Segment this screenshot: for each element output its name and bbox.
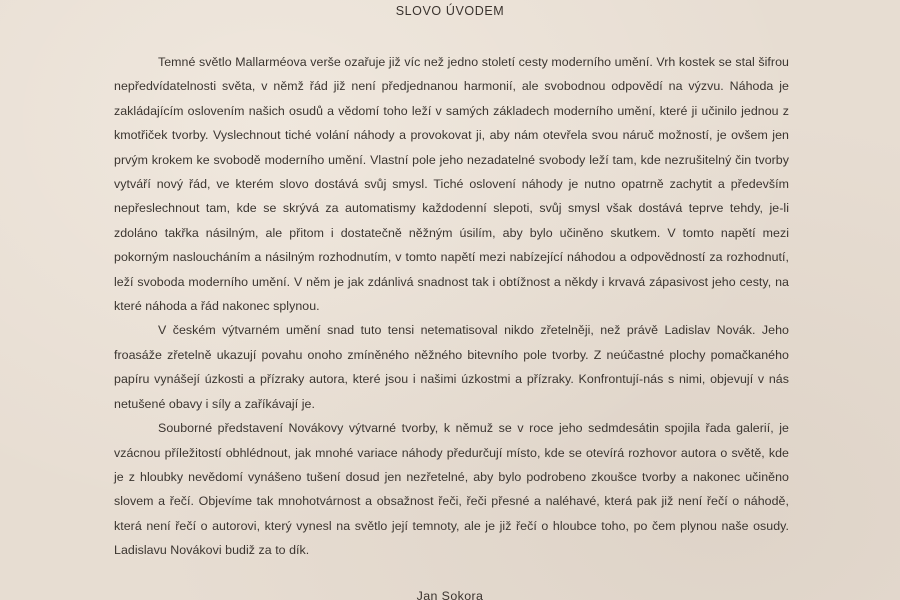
- author-signature: Jan Sokora: [416, 589, 484, 600]
- document-body: [114, 50, 789, 563]
- paragraph-3: Souborné představení Novákovy výtvarné tvorby, k němuž se v roce jeho sedmdesátin spojila řada galerií, je vzácnou příležitostí obhlédnout, jak mnohé variace náhody předurčují místo, kde se otevírá rozhovor autora o světě, kde je z hloubky nevědomí vynášeno tušení dosud jen nezřetelné, aby bylo podrobeno zkoušce tvorby a nakonec učiněno slovem a řečí. Objevíme tak mnohotvárnost a obsažnost řeči, řeči přesné a naléhavé, která pak již není řečí o náhodě, která není řečí o autorovi, který vynesl na světlo její temnoty, ale je již řečí o hloubce toho, po čem plynou naše osudy. Ladislavu Novákovi budiž za to dík.: [114, 421, 789, 558]
- paragraph-1: Temné světlo Mallarméova verše ozařuje již víc než jedno století cesty moderního umění. Vrh kostek se stal šifrou nepředvídatelnosti světa, v němž řád již není předjednanou harmonií, ale svobodnou odpovědí na výzvu. Náhoda je zakládajícím oslovením našich osudů a vědomí toho leží v samých základech moderního umění, které ji učinilo jednou z kmotřiček tvorby. Vyslechnout tiché volání náhody a provokovat ji, aby nám otevřela svou náruč možností, je ovšem jen prvým krokem ke svobodě moderního umění. Vlastní pole jeho nezadatelné svobody leží tam, kde nezrušitelný čin tvorby vytváří nový řád, ve kterém slovo dostává svůj smysl. Tiché oslovení náhody je nutno opatrně zachytit a především nepřeslechnout tam, kde se skrývá za automatismy každodenní slepoti, svůj smysl však dostává teprve tehdy, je-li zdoláno takřka násilným, ale přitom i dostatečně něžným úsilím, aby bylo učiněno skutkem. V tomto napětí mezi pokorným nasloucháním a násilným rozhodnutím, v tomto napětí mezi nabízející náhodou a odpovědností za rozhodnutí, leží svoboda moderního umění. V něm je jak zdánlivá snadnost tak i obtížnost a někdy i krvavá zápasivost jeho cesty, na které náhoda a řád nakonec splynou.: [114, 55, 789, 314]
- page-title: SLOVO ÚVODEM: [395, 4, 505, 18]
- paragraph-2: V českém výtvarném umění snad tuto tensi netematisoval nikdo zřetelněji, než právě Ladislav Novák. Jeho froasáže zřetelně ukazují povahu onoho zmíněného něžného bitevního pole tvorby. Z neúčastné plochy pomačkaného papíru vynášejí úzkosti a přízraky autora, které jsou i našimi úzkostmi a přízraky. Konfrontují-nás s nimi, objevují v nás netušené obavy i síly a zaříkávají je.: [114, 323, 789, 411]
